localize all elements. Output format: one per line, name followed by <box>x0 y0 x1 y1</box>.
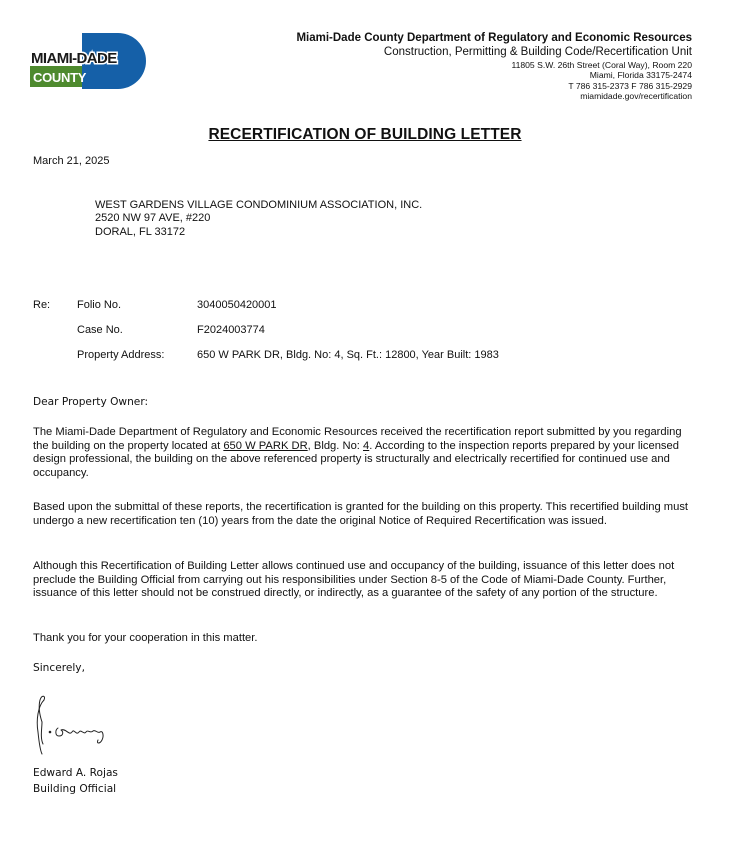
recipient-name: WEST GARDENS VILLAGE CONDOMINIUM ASSOCIATION, INC. <box>95 199 423 211</box>
address-line-2: Miami, Florida 33175-2474 <box>589 70 692 81</box>
unit-name: Construction, Permitting & Building Code/Recertification Unit <box>383 45 692 58</box>
re-label: Re: <box>33 299 51 311</box>
logo-text-bottom: COUNTY <box>33 70 87 85</box>
handwritten-signature <box>28 692 113 760</box>
letterhead <box>296 32 692 102</box>
property-label: Property Address: <box>77 349 165 361</box>
logo-text-top: MIAMI-DADE <box>31 50 117 67</box>
letter-title: RECERTIFICATION OF BUILDING LETTER <box>208 126 522 143</box>
case-label: Case No. <box>77 324 123 336</box>
recipient-city: DORAL, FL 33172 <box>95 225 186 238</box>
recipient-address <box>95 199 422 239</box>
case-value: F2024003774 <box>197 324 265 336</box>
folio-value: 3040050420001 <box>197 299 277 311</box>
property-value: 650 W PARK DR, Bldg. No: 4, Sq. Ft.: 12800, Year Built: 1983 <box>197 349 499 361</box>
address-line-1: 11805 S.W. 26th Street (Coral Way), Room 220 <box>511 59 692 70</box>
recipient-street: 2520 NW 97 AVE, #220 <box>95 212 211 225</box>
paragraph-3: Although this Recertification of Building Letter allows continued use and occupancy of the building, issuance of this letter does not preclude the Building Official from carrying out his responsibilities under Section 8-5 of the Code of Miami-Dade County. Further, issuance of this letter should not be construed directly, or indirectly, as a guarantee of the safety of any portion of the structure. <box>33 560 675 600</box>
property-address-link: 650 W PARK DR <box>223 439 308 452</box>
signatory-title: Building Official <box>33 782 117 795</box>
closing: Sincerely, <box>33 662 85 674</box>
signatory-name: Edward A. Rojas <box>33 767 118 779</box>
paragraph-1: The Miami-Dade Department of Regulatory and Economic Resources received the recertification report submitted by you regarding the building on the property located at 650 W PARK DR, Bldg. No: 4. According to the inspection reports prepared by your licensed design professional, the building on the above referenced property is structurally and electrically recertified for continued use and occupancy. <box>33 426 682 479</box>
paragraph-2: Based upon the submittal of these reports, the recertification is granted for the building on this property. This recertified building must undergo a new recertification ten (10) years from the date the original Notice of Required Recertification was issued. <box>33 501 689 527</box>
miami-dade-logo <box>30 33 150 89</box>
letter-date: March 21, 2025 <box>33 155 110 167</box>
salutation: Dear Property Owner: <box>33 396 149 408</box>
website: miamidade.gov/recertification <box>580 91 692 102</box>
building-number: 4 <box>363 439 370 452</box>
phone-fax: T 786 315-2373 F 786 315-2929 <box>568 80 692 91</box>
folio-label: Folio No. <box>77 299 122 311</box>
department-name: Miami-Dade County Department of Regulatory and Economic Resources <box>296 32 692 44</box>
signatory-block <box>33 766 118 797</box>
paragraph-4: Thank you for your cooperation in this matter. <box>33 632 258 644</box>
